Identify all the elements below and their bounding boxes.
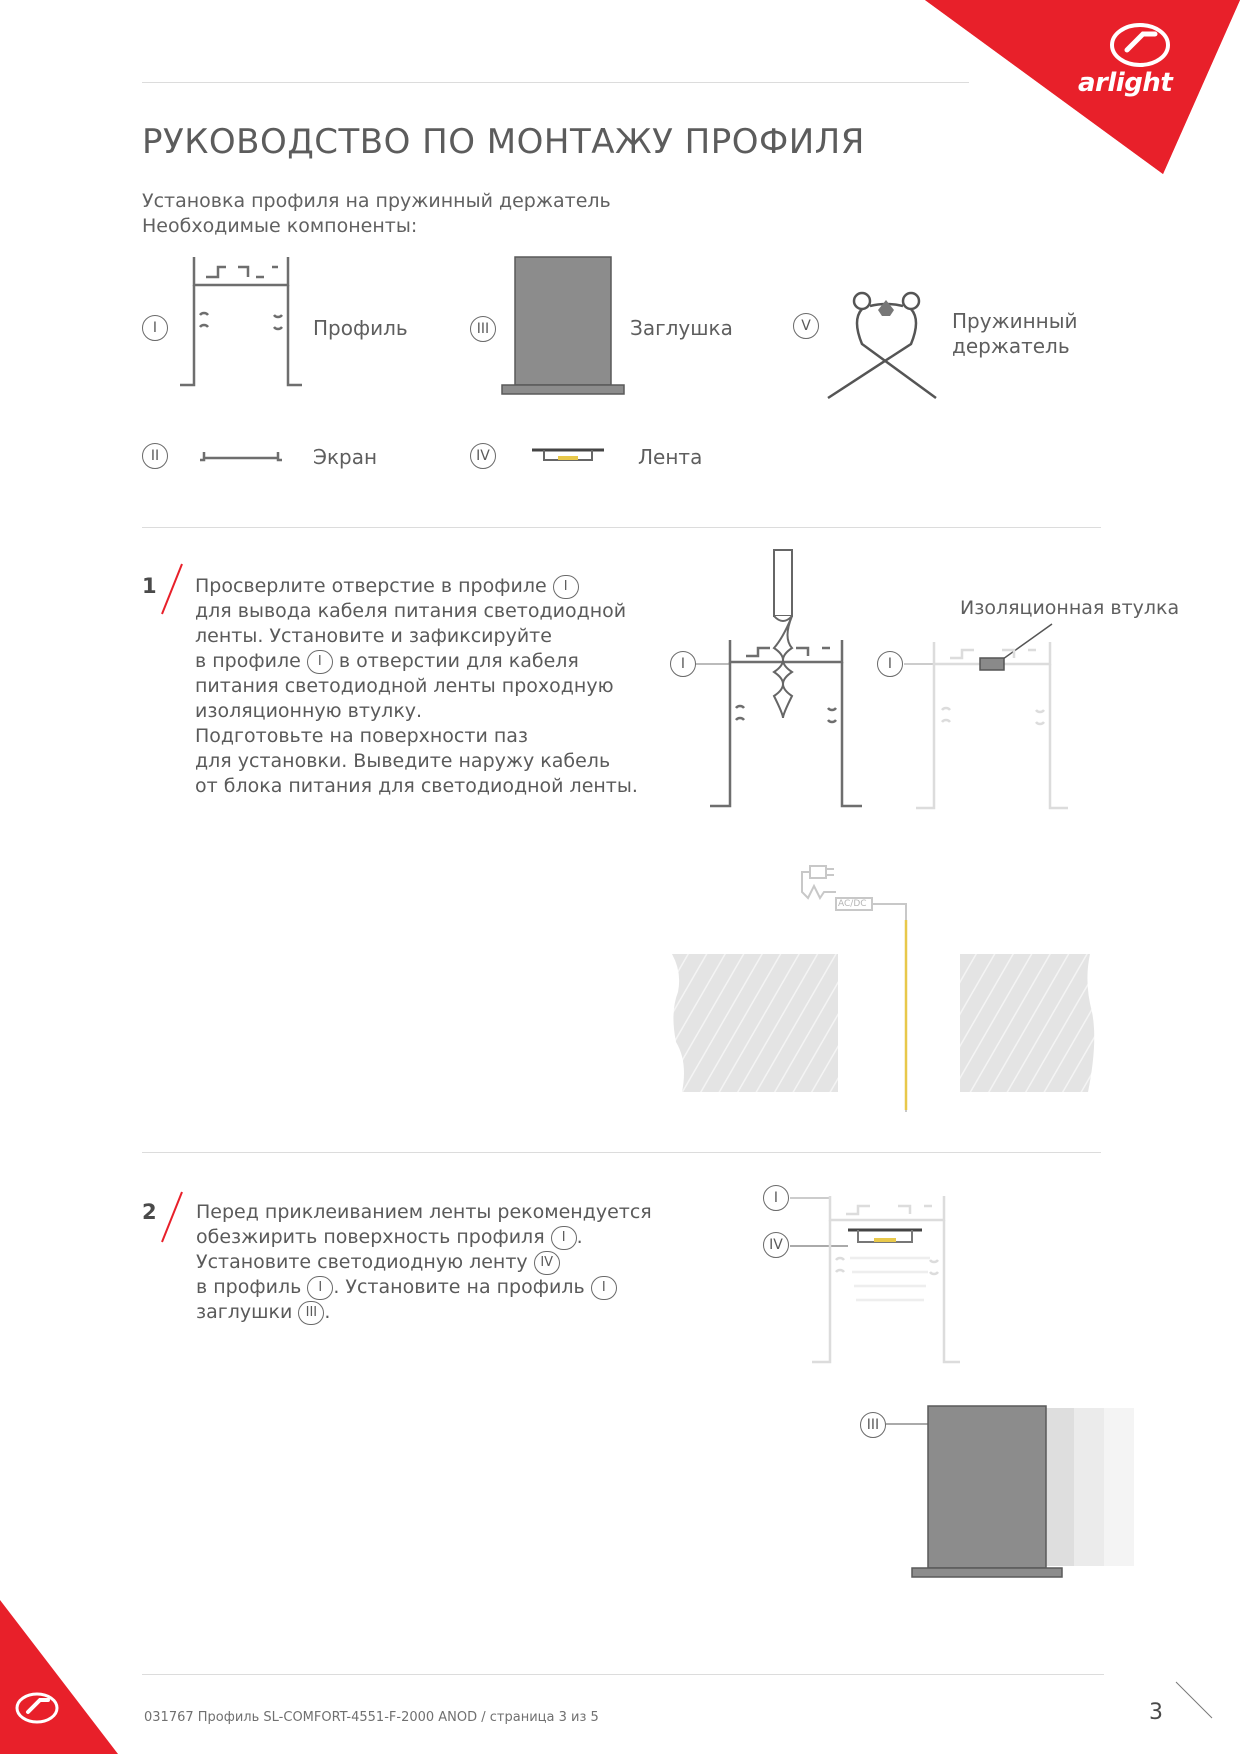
subtitle-installation: Установка профиля на пружинный держатель	[142, 190, 611, 212]
step2-inline-marker-profile-3: I	[591, 1276, 617, 1300]
step1-line4b: в отверстии для кабеля	[338, 650, 579, 672]
marker-cap: III	[470, 316, 496, 342]
step1-inline-marker-1: I	[553, 575, 579, 599]
profile-drawing	[178, 255, 304, 395]
step1-line5: питания светодиодной ленты проходную	[195, 675, 614, 697]
step1-slash	[160, 562, 184, 616]
logo-swoosh-bottom-icon	[12, 1690, 62, 1726]
step1-line6: изоляционную втулку.	[195, 700, 423, 722]
step2-inline-marker-profile-1: I	[551, 1226, 577, 1250]
step1-text	[195, 574, 638, 799]
step2-slash	[160, 1190, 184, 1244]
step2-line5: заглушки	[196, 1301, 293, 1323]
step1-number: 1	[142, 574, 157, 598]
page-number: 3	[1149, 1700, 1163, 1725]
bushing-profile-drawing	[904, 620, 1074, 812]
wall-left-hatch	[670, 952, 840, 1094]
cap-drawing	[500, 255, 626, 397]
step2-inline-marker-cap: III	[298, 1301, 324, 1325]
step2-line2-end: .	[576, 1226, 583, 1248]
footer-document-info: 031767 Профиль SL-COMFORT-4551-F-2000 ANOD / страница 3 из 5	[144, 1710, 599, 1725]
divider-step1	[142, 1152, 1101, 1153]
label-cap: Заглушка	[630, 316, 733, 340]
spring-holder-drawing	[826, 290, 946, 402]
label-tape: Лента	[638, 445, 703, 469]
step2-inline-marker-tape: IV	[534, 1251, 560, 1275]
step1-line3: ленты. Установите и зафиксируйте	[195, 625, 552, 647]
step1-line4: в профиле	[195, 650, 301, 672]
marker-diffuser: II	[142, 443, 168, 469]
step2-marker-profile: I	[763, 1185, 789, 1211]
step1-inline-marker-2: I	[307, 650, 333, 674]
step2-line5-end: .	[324, 1301, 331, 1323]
logo-swoosh-icon	[1105, 20, 1175, 70]
step2-marker-cap: III	[860, 1412, 886, 1438]
page-title: РУКОВОДСТВО ПО МОНТАЖУ ПРОФИЛЯ	[142, 122, 865, 162]
step1-marker-profile-a: I	[670, 651, 696, 677]
step2-line4a: в профиль	[196, 1276, 302, 1298]
step1-marker-profile-b: I	[877, 651, 903, 677]
divider-components	[142, 527, 1101, 528]
led-tape-drawing	[530, 446, 606, 466]
drill-profile-drawing	[696, 548, 866, 810]
marker-tape: IV	[470, 443, 496, 469]
footer-rule	[142, 1674, 1104, 1675]
label-profile: Профиль	[313, 316, 408, 340]
marker-profile: I	[142, 315, 168, 341]
step2-inline-marker-profile-2: I	[307, 1276, 333, 1300]
callout-bushing: Изоляционная втулка	[960, 597, 1180, 619]
step2-cap-drawing	[886, 1404, 1146, 1580]
step2-line1: Перед приклеиванием ленты рекомендуется	[196, 1201, 652, 1223]
marker-spring-holder: V	[793, 313, 819, 339]
psu-label: AC/DC	[838, 899, 867, 909]
label-spring-holder-line1: Пружинный	[952, 309, 1078, 333]
wall-right-hatch	[958, 952, 1100, 1094]
step1-line2: для вывода кабеля питания светодиодной	[195, 600, 627, 622]
step1-line8: для установки. Выведите наружу кабель	[195, 750, 611, 772]
diffuser-drawing	[198, 446, 284, 464]
logo-corner-bottom	[0, 1600, 120, 1754]
step2-marker-tape: IV	[763, 1232, 789, 1258]
step2-profile-drawing	[790, 1190, 962, 1366]
step2-text	[196, 1200, 652, 1325]
step2-number: 2	[142, 1200, 157, 1224]
step2-line3: Установите светодиодную ленту	[196, 1251, 528, 1273]
step1-line9: от блока питания для светодиодной ленты.	[195, 775, 638, 797]
step1-line7: Подготовьте на поверхности паз	[195, 725, 529, 747]
label-diffuser: Экран	[313, 445, 378, 469]
step1-line1: Просверлите отверстие в профиле	[195, 575, 547, 597]
step2-line2: обезжирить поверхность профиля	[196, 1226, 545, 1248]
page-number-slash	[1174, 1680, 1214, 1720]
header-rule	[142, 82, 969, 83]
step2-line4b: . Установите на профиль	[333, 1276, 585, 1298]
subtitle-components: Необходимые компоненты:	[142, 215, 418, 237]
label-spring-holder-line2: держатель	[952, 334, 1070, 358]
brand-logo-text: arlight	[1078, 68, 1173, 98]
